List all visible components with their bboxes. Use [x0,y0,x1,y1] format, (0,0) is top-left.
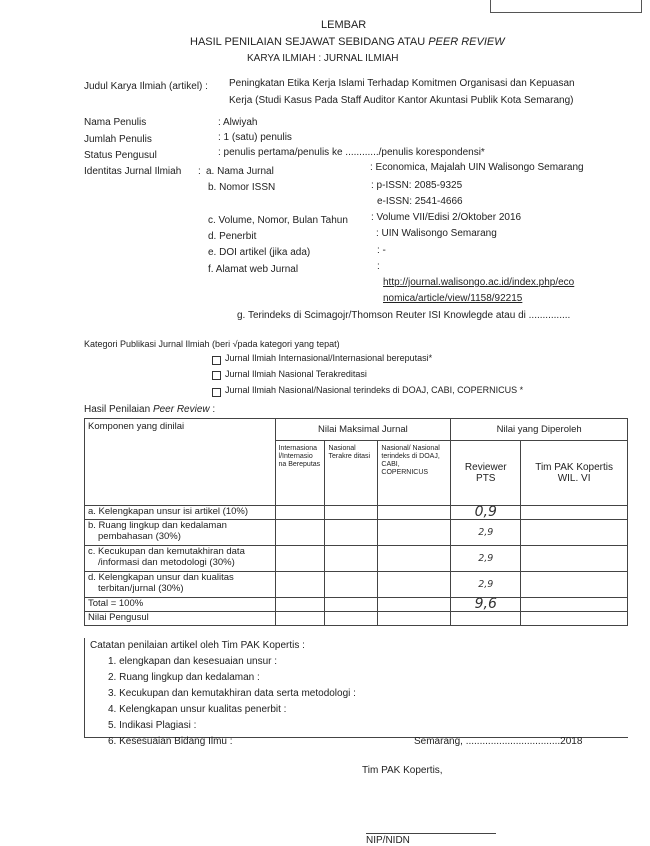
kategori-opt3: Jurnal Ilmiah Nasional/Nasional terindeks di DOAJ, CABI, COPERNICUS * [225,385,524,395]
journal-d-label: d. Penerbit [208,231,257,242]
catatan-item-5: 5. Indikasi Plagiasi : [108,720,197,731]
journal-g-text: g. Terindeks di Scimagojr/Thomson Reuter ISI Knowlegde atau di ............... [237,310,571,321]
review-table [84,418,628,626]
table-row [85,572,628,598]
journal-a-value: : Economica, Majalah UIN Walisongo Semarang [370,162,584,173]
checkbox-internasional[interactable] [212,356,221,365]
table-row [85,612,628,626]
value-c: 2,9 [451,546,521,572]
row-c-label [85,546,276,572]
table-row [85,546,628,572]
hasil-label-colon: : [209,404,216,415]
jumlah-penulis-value: : 1 (satu) penulis [218,132,292,143]
row-b-line1: b. Ruang lingkup dan kedalaman [88,520,227,531]
table-row [85,506,628,520]
catatan-item-2: 2. Ruang lingkup dan kedalaman : [108,672,260,683]
catatan-item-3: 3. Kecukupan dan kemutakhiran data serta metodologi : [108,688,356,699]
row-c-line1: c. Kecukupan dan kemutakhiran data [88,546,245,557]
value-d: 2,9 [451,572,521,598]
nama-penulis-value: : Alwiyah [218,117,258,128]
value-b: 2,9 [451,520,521,546]
checkbox-nasional-terindeks[interactable] [212,388,221,397]
corner-box [490,0,642,13]
catatan-item-1: 1. elengkapan dan kesesuaian unsur : [108,656,278,667]
table-row [85,598,628,612]
row-d-line1: d. Kelengkapan unsur dan kualitas [88,572,234,583]
header-line2-italic: PEER REVIEW [428,36,505,48]
hasil-label-italic: Peer Review [152,404,210,415]
jumlah-penulis-label: Jumlah Penulis [84,134,152,145]
kategori-opt2: Jurnal Ilmiah Nasional Terakreditasi [225,369,367,379]
row-a-label: a. Kelengkapan unsur isi artikel (10%) [85,506,276,520]
sub-reviewer: Reviewer PTS [451,441,521,506]
journal-b-label: b. Nomor ISSN [208,182,276,193]
hasil-label-text: Hasil Penilaian [84,404,153,415]
identitas-label: Identitas Jurnal Ilmiah [84,166,182,177]
journal-c-value: : Volume VII/Edisi 2/Oktober 2016 [371,212,522,223]
value-a: 0,9 [451,506,521,520]
tim-pak-label: Tim PAK Kopertis, [362,765,443,776]
row-d-line2: terbitan/jurnal (30%) [98,583,184,594]
header-line3: KARYA ILMIAH : JURNAL ILMIAH [247,53,399,64]
place-date: Semarang, ..................................2018 [414,736,583,747]
kategori-label: Kategori Publikasi Jurnal Ilmiah (beri √pada kategori yang tepat) [84,339,340,349]
header-line1: LEMBAR [321,19,367,31]
journal-url-line1[interactable]: http://journal.walisongo.ac.id/index.php/eco [383,277,575,288]
nama-penulis-label: Nama Penulis [84,117,147,128]
header-line2 [190,36,505,48]
header-nilai-maksimal: Nilai Maksimal Jurnal [275,419,451,441]
header-komponen: Komponen yang dinilai [85,419,276,506]
catatan-item-4: 4. Kelengkapan unsur kualitas penerbit : [108,704,287,715]
journal-a-label: a. Nama Jurnal [206,166,274,177]
journal-b-value1: : p-ISSN: 2085-9325 [371,180,463,191]
table-header-row [85,419,628,441]
journal-b-value2: e-ISSN: 2541-4666 [377,196,463,207]
title-label: Judul Karya Ilmiah (artikel) : [84,81,208,92]
journal-c-label: c. Volume, Nomor, Bulan Tahun [208,215,348,226]
header-nilai-diperoleh: Nilai yang Diperoleh [451,419,628,441]
row-pengusul-label: Nilai Pengusul [85,612,276,626]
status-value: : penulis pertama/penulis ke ............/penulis korespondensi* [218,147,485,158]
catatan-title: Catatan penilaian artikel oleh Tim PAK Kopertis : [90,640,305,651]
kategori-opt1: Jurnal Ilmiah Internasional/Internasional bereputasi* [225,353,433,363]
row-total-label: Total = 100% [85,598,276,612]
catatan-item-6: 6. Kesesuaian Bidang Ilmu : [108,736,233,747]
sub-nasional-akreditasi: Nasional Terakre ditasi [325,441,378,506]
journal-e-label: e. DOI artikel (jika ada) [208,247,311,258]
journal-url-line2[interactable]: nomica/article/view/1158/92215 [383,293,523,304]
value-total: 9,6 [451,598,521,612]
checkbox-nasional-terakreditasi[interactable] [212,371,221,380]
journal-d-value: : UIN Walisongo Semarang [376,228,497,239]
journal-f-colon: : [377,261,380,272]
sub-internasional: Internasiona l/Internasio na Bereputas [275,441,325,506]
row-b-label [85,520,276,546]
journal-f-label: f. Alamat web Jurnal [208,264,299,275]
nip-label: NIP/NIDN [366,833,496,846]
hasil-label [84,404,215,415]
sub-tim-pak: Tim PAK Kopertis WIL. VI [521,441,628,506]
title-line2: Kerja (Studi Kasus Pada Staff Auditor Kantor Akuntasi Publik Kota Semarang) [229,95,574,106]
sub-nasional-terindeks: Nasional/ Nasional terindeks di DOAJ, CABI, COPERNICUS [378,441,451,506]
title-line1: Peningkatan Etika Kerja Islami Terhadap Komitmen Organisasi dan Kepuasan [229,78,575,89]
row-b-line2: pembahasan (30%) [98,531,181,542]
table-row [85,520,628,546]
row-c-line2: /informasi dan metodologi (30%) [98,557,235,568]
journal-e-value: : - [377,245,386,256]
identitas-colon: : [198,166,201,177]
status-label: Status Pengusul [84,150,157,161]
row-d-label [85,572,276,598]
header-line2-text: HASIL PENILAIAN SEJAWAT SEBIDANG ATAU [190,36,429,48]
